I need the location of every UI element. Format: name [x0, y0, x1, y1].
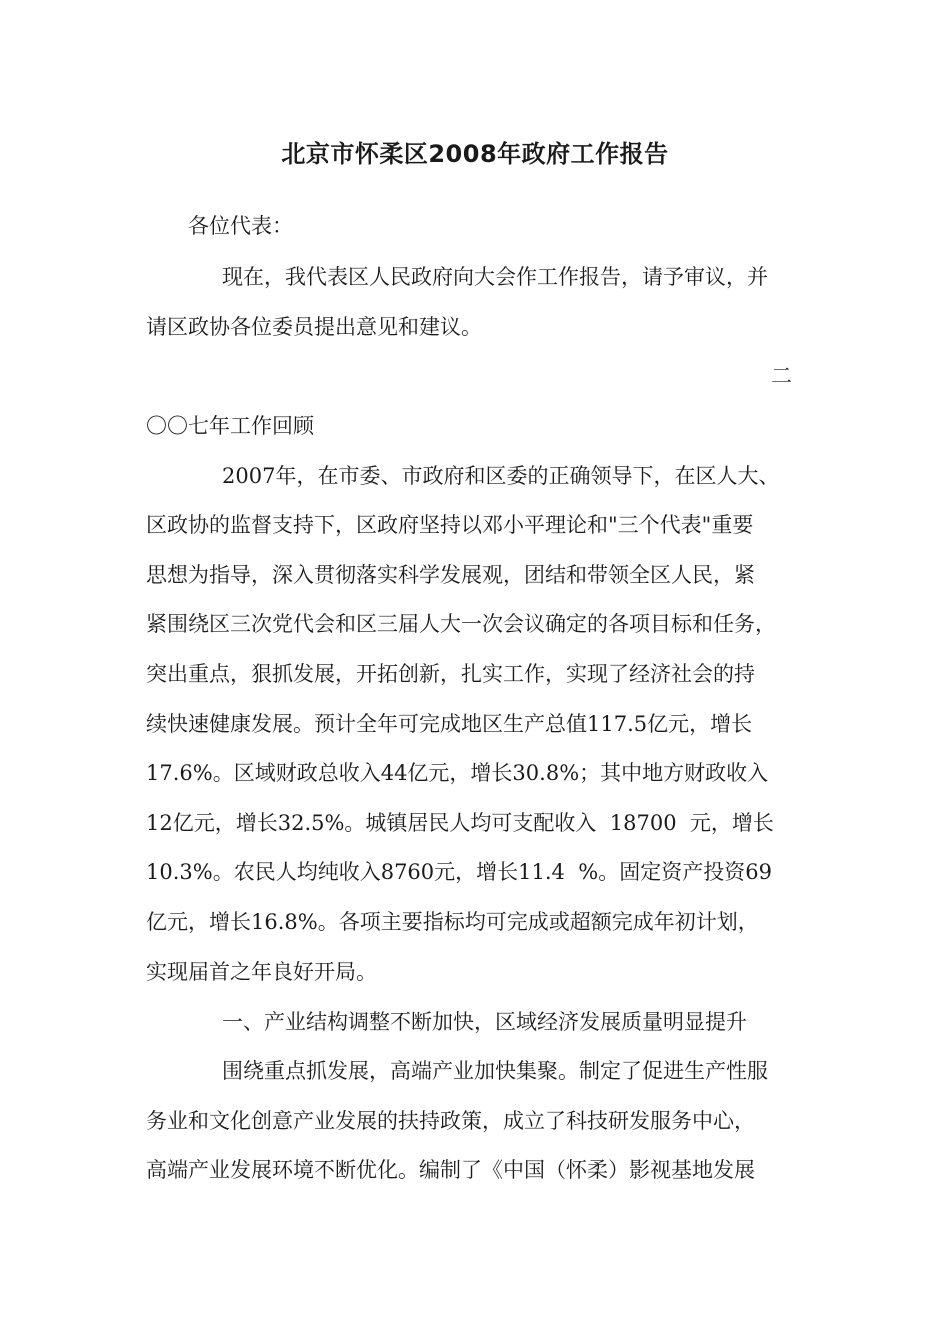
paragraph-line: 现在，我代表区人民政府向大会作工作报告，请予审议，并 — [222, 265, 768, 289]
section-heading: 〇〇七年工作回顾 — [146, 414, 314, 438]
paragraph-line: 12亿元，增长32.5%。城镇居民人均可支配收入 18700 元，增长 — [146, 811, 774, 835]
paragraph-line: 区政协的监督支持下，区政府坚持以邓小平理论和"三个代表"重要 — [146, 513, 754, 537]
greeting: 各位代表： — [188, 214, 293, 238]
section-heading: 一、产业结构调整不断加快，区域经济发展质量明显提升 — [222, 1010, 747, 1034]
document-title: 北京市怀柔区2008年政府工作报告 — [281, 140, 669, 168]
paragraph-line: 高端产业发展环境不断优化。编制了《中国（怀柔）影视基地发展 — [146, 1158, 755, 1182]
paragraph-line: 二 — [771, 364, 792, 388]
paragraph-line: 10.3%。农民人均纯收入8760元，增长11.4 %。固定资产投资69 — [146, 860, 772, 884]
paragraph-line: 突出重点，狠抓发展，开拓创新，扎实工作，实现了经济社会的持 — [146, 662, 755, 686]
paragraph-line: 亿元，增长16.8%。各项主要指标均可完成或超额完成年初计划， — [146, 910, 759, 934]
paragraph-line: 紧围绕区三次党代会和区三届人大一次会议确定的各项目标和任务， — [146, 612, 776, 636]
paragraph-line: 请区政协各位委员提出意见和建议。 — [146, 315, 482, 339]
paragraph-line: 2007年，在市委、市政府和区委的正确领导下，在区人大、 — [222, 464, 780, 488]
paragraph-line: 务业和文化创意产业发展的扶持政策，成立了科技研发服务中心， — [146, 1109, 755, 1133]
paragraph-line: 续快速健康发展。预计全年可完成地区生产总值117.5亿元，增长 — [146, 712, 753, 736]
paragraph-line: 围绕重点抓发展，高端产业加快集聚。制定了促进生产性服 — [222, 1059, 768, 1083]
paragraph-line: 17.6%。区域财政总收入44亿元，增长30.8%；其中地方财政收入 — [146, 761, 769, 785]
paragraph-line: 实现届首之年良好开局。 — [146, 960, 377, 984]
paragraph-line: 思想为指导，深入贯彻落实科学发展观，团结和带领全区人民，紧 — [146, 563, 755, 587]
